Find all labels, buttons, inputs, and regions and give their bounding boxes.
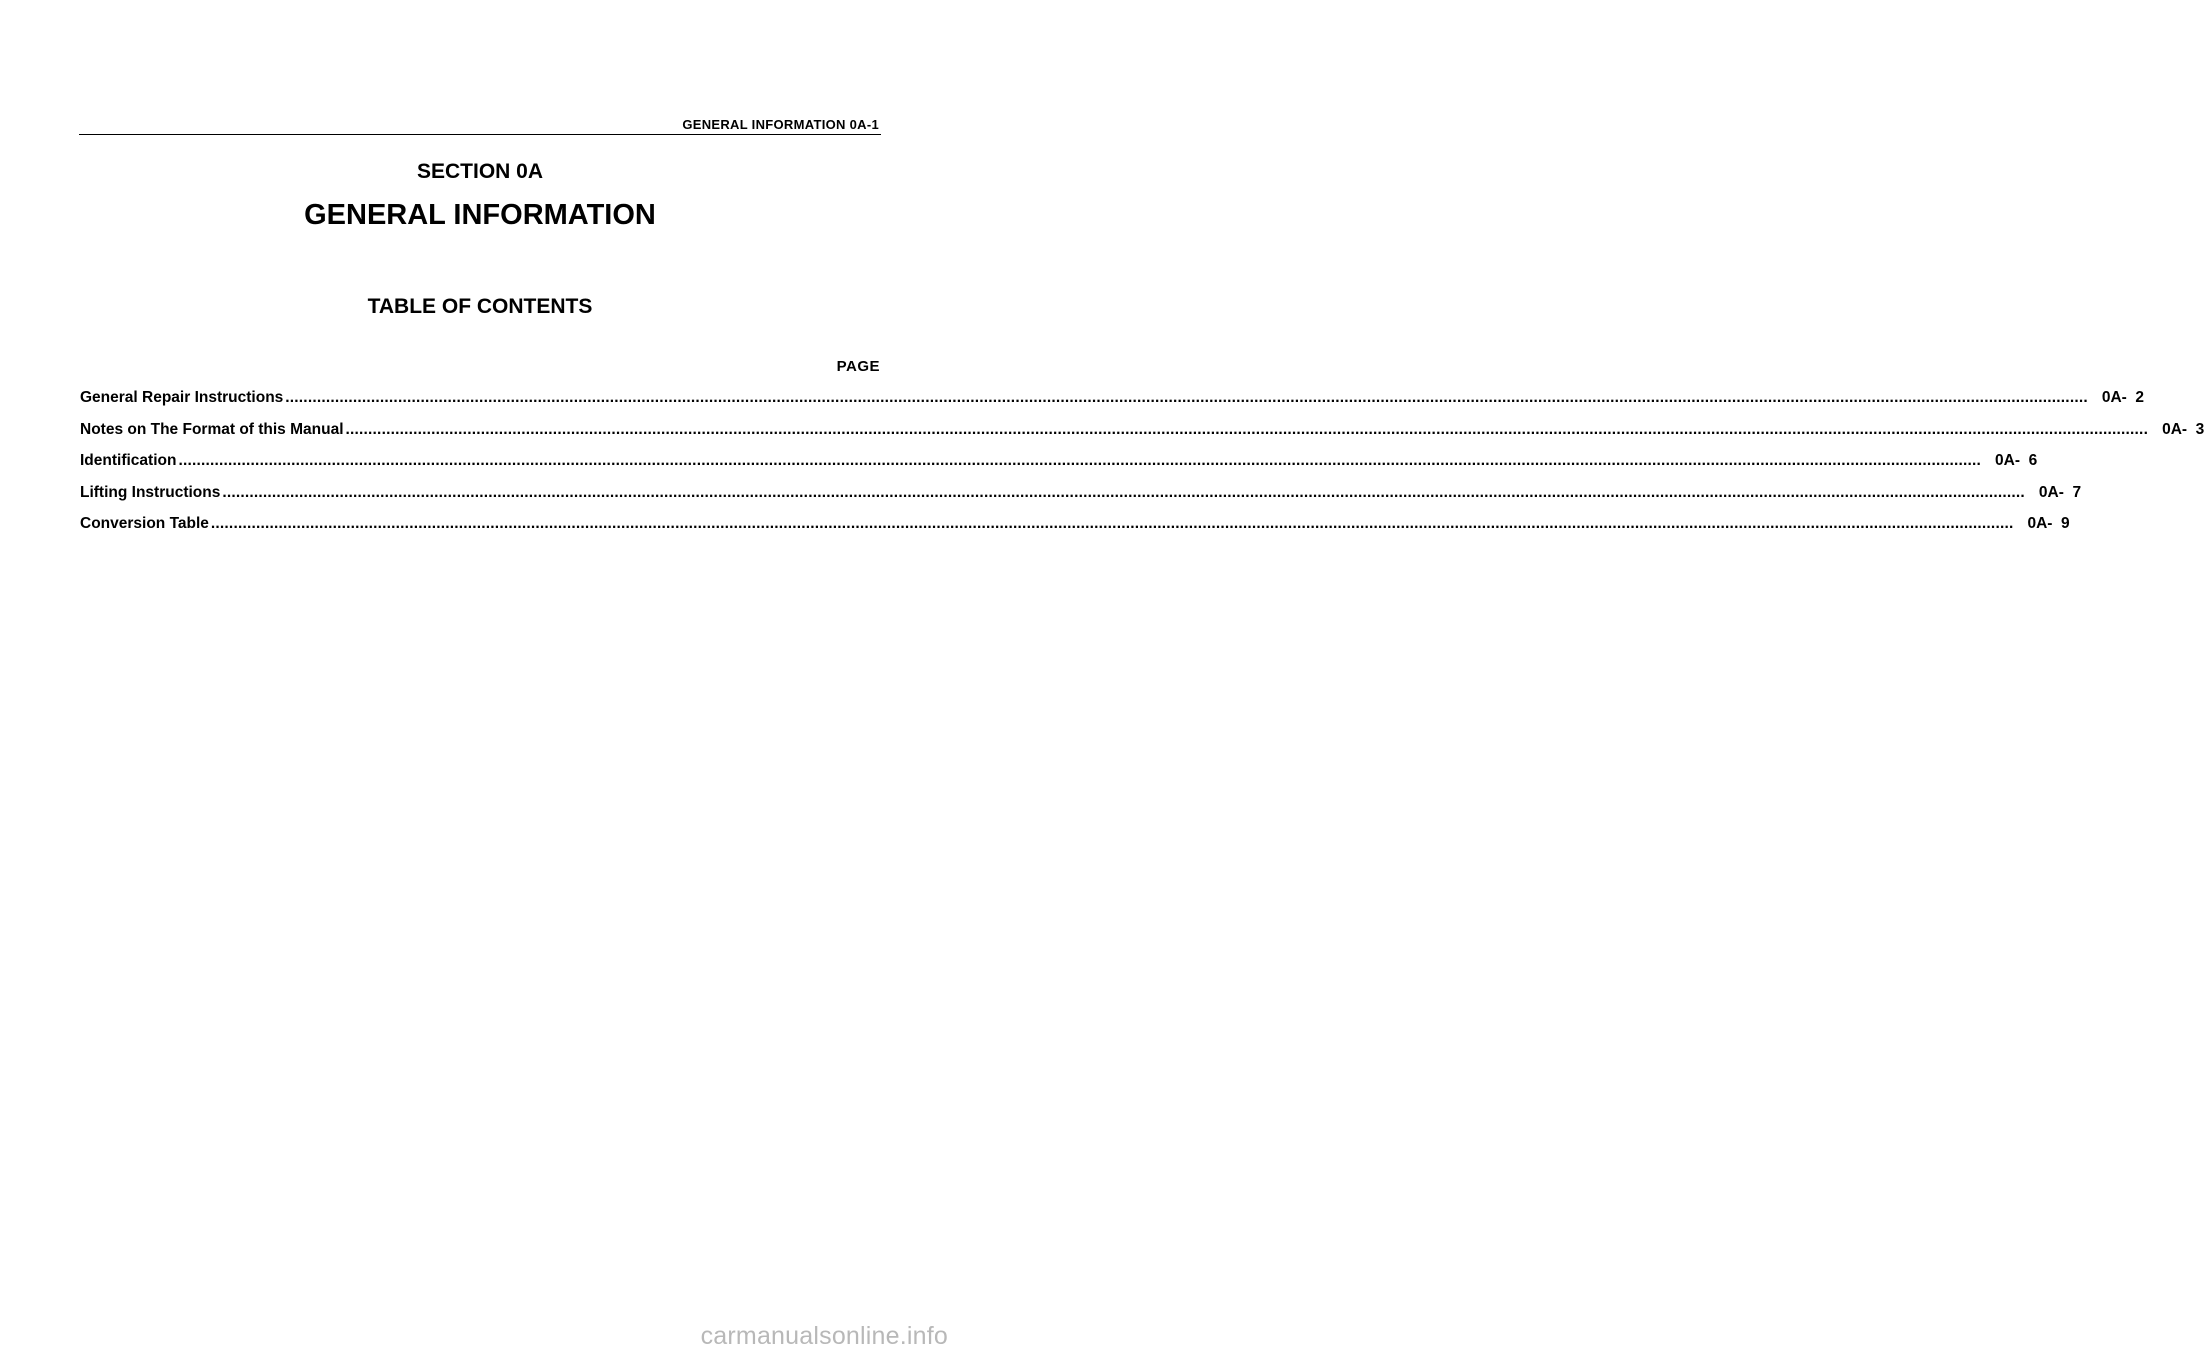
watermark: carmanualsonline.info (700, 1322, 948, 1350)
toc-entry[interactable] (80, 483, 2082, 516)
page-title: GENERAL INFORMATION (304, 199, 656, 231)
toc-entry-label: Lifting Instructions (80, 483, 221, 501)
toc-leader-dots: ................................................................................................................................................................................................................................................................................................................................................................................................................ (178, 452, 1982, 469)
toc-page-column-label: PAGE (836, 358, 880, 375)
toc-entry[interactable] (80, 389, 2145, 421)
toc-leader-dots: ................................................................................................................................................................................................................................................................................................................................................................................................................ (210, 515, 2014, 532)
table-of-contents (80, 389, 2204, 547)
toc-entry-page: 0A- 7 (2038, 483, 2082, 501)
section-label: SECTION 0A (416, 160, 544, 183)
toc-entry-label: Identification (80, 452, 177, 469)
toc-entry[interactable] (80, 420, 2204, 453)
toc-entry-page: 0A- 2 (2101, 389, 2145, 406)
toc-entry[interactable] (80, 452, 2038, 484)
toc-entry[interactable] (80, 515, 2070, 547)
toc-leader-dots: ................................................................................................................................................................................................................................................................................................................................................................................................................ (285, 389, 2088, 406)
running-title: GENERAL INFORMATION 0A-1 (682, 117, 879, 132)
toc-entry-page: 0A- 6 (1995, 452, 2038, 469)
running-header (79, 116, 881, 135)
toc-entry-label: Notes on The Format of this Manual (80, 420, 344, 438)
toc-entry-page: 0A- 3 (2162, 420, 2204, 438)
toc-heading: TABLE OF CONTENTS (367, 295, 593, 318)
toc-leader-dots: ................................................................................................................................................................................................................................................................................................................................................................................................................ (345, 420, 2149, 438)
toc-entry-label: Conversion Table (80, 515, 209, 532)
toc-entry-page: 0A- 9 (2027, 515, 2070, 532)
toc-leader-dots: ................................................................................................................................................................................................................................................................................................................................................................................................................ (222, 483, 2025, 501)
toc-entry-label: General Repair Instructions (80, 389, 284, 406)
